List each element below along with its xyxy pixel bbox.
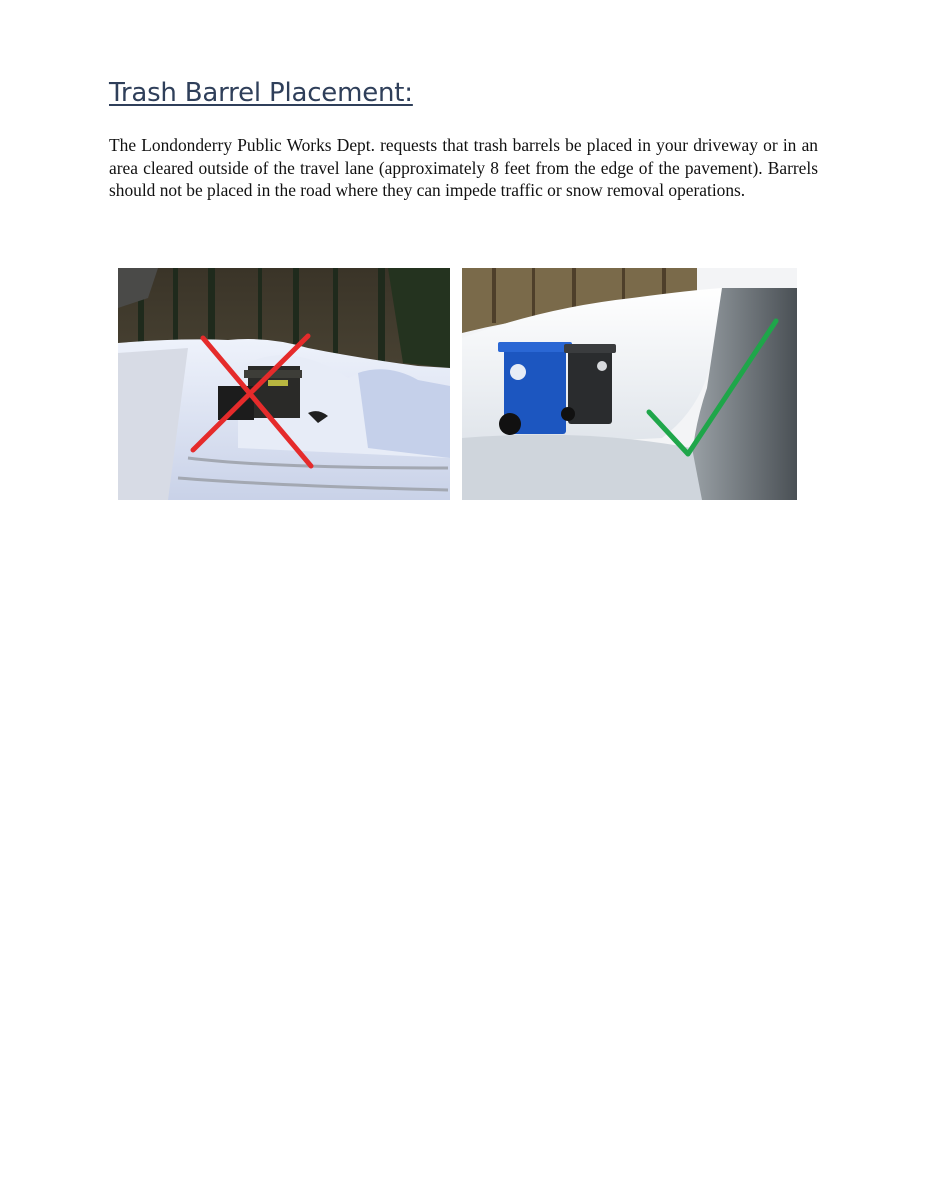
correct-placement-photo [462, 268, 797, 500]
incorrect-placement-photo [118, 268, 450, 500]
instructions-paragraph: The Londonderry Public Works Dept. requests that trash barrels be placed in your driveway or in an area cleared outside of the travel lane (approximately 8 feet from the edge of the pavement). Barrels should not be placed in the road where they can impede traffic or snow removal operations. [109, 135, 818, 201]
page-title: Trash Barrel Placement: [109, 78, 413, 108]
